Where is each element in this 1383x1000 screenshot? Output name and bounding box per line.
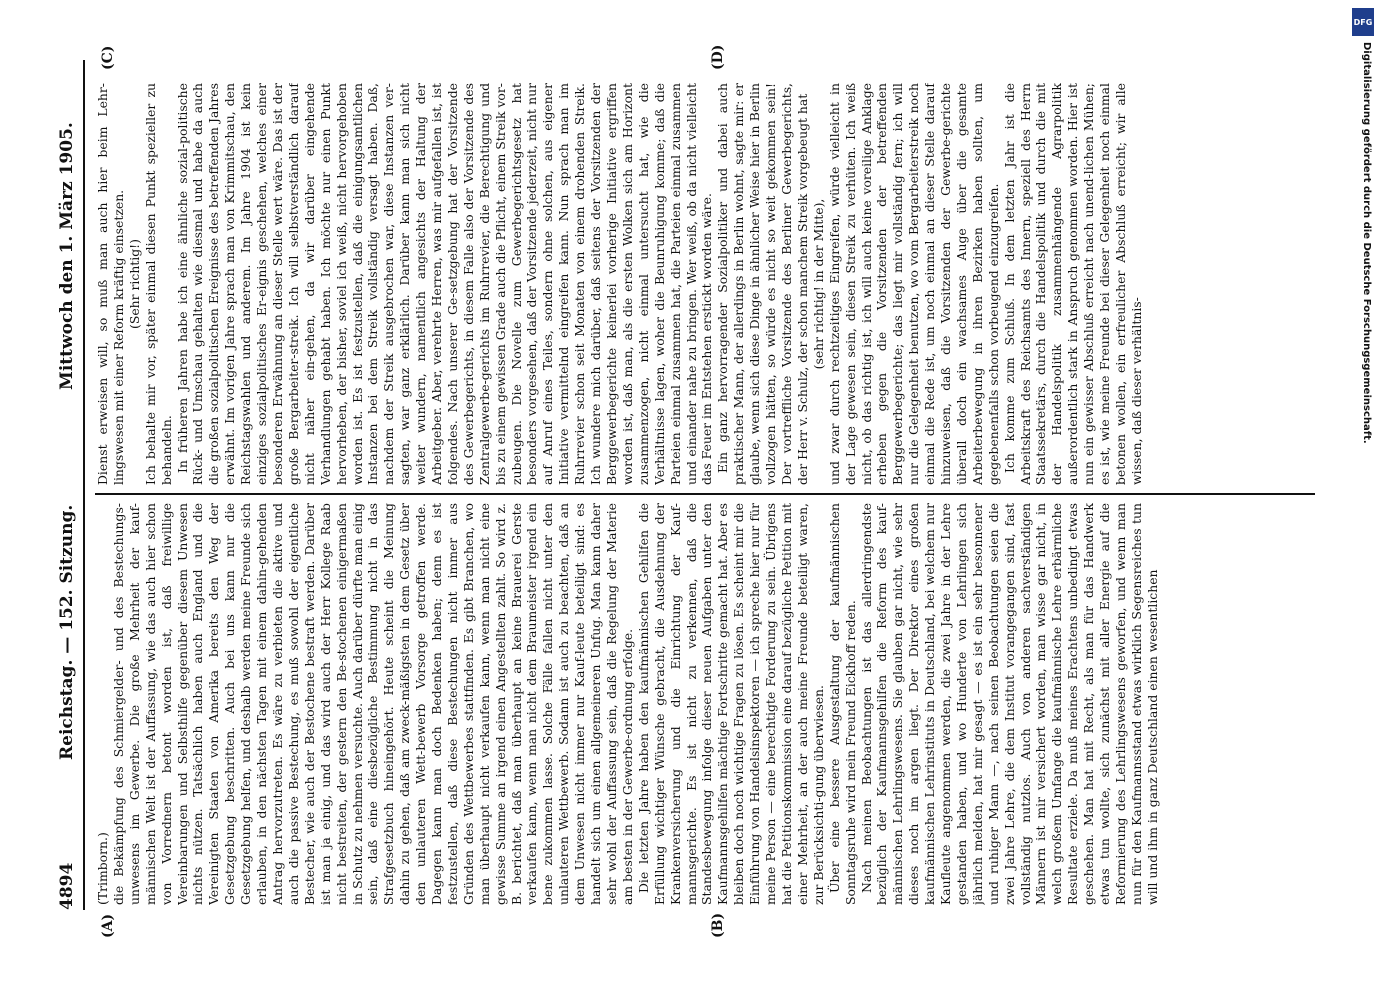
margin-mark-b: (B) — [710, 912, 726, 938]
margin-mark-c: (C) — [100, 45, 116, 70]
session-title: Reichstag. — 152. Sitzung. — [57, 504, 77, 760]
paragraph: Nach meinen Beobachtungen ist das allerdringendste bezüglich der Kaufmannsgehilfen die Reform des kauf-männischen Lehrlingswesens. Sie glauben gar nicht, wie sehr dieses noch im argen liegt. Der Direktor eines großen kaufmännischen Lehrinstituts in Deutschland, bei welchem nur Kaufleute angenommen werden, die zwei Jahre in der Lehre gestanden haben, und wo Hunderte von Lehrlingen sich jährlich melden, hat mir gesagt — es ist ein sehr besonnener und ruhiger Mann —, nach seinen Beobachtungen seien die zwei Jahre Lehre, die dem Institut vorangegangen sind, fast vollständig nutzlos. Auch von anderen sachverständigen Männern ist mir versichert worden, man wisse gar nicht, in welch großem Umfange die kaufmännische Lehre erbärmliche Resultate erziele. Da muß meines Erachtens unbedingt etwas geschehen. Man hat mit Recht, als man für das Handwerk etwas tun wollte, sich zunächst mit aller Energie auf die Reformierung des Lehrlingswesens geworfen, und wenn man nun für den Kaufmannsstand etwas wirklich Segensreiches tun will und ihm in ganz Deutschland einen wesentlichen — [858, 503, 1160, 905]
digitization-note: Digitalisierung gefördert durch die Deutsche Forschungsgemeinschaft. — [1361, 42, 1372, 444]
margin-mark-a: (A) — [100, 913, 116, 938]
paragraph: In früheren Jahren habe ich eine ähnliche sozial-politische Rück- und Umschau gehalten wie diesmal und habe da auch die großen sozialpolitischen Ereignisse des betreffenden Jahres erwähnt. Im vorigen Jahre sprach man von Krimmitschau, den Reichstagswahlen und anderem. Im Jahre 1904 ist kein einziges sozialpolitisches Er-eignis geschehen, welches einer besonderen Erwähnung an dieser Stelle wert wäre. Das ist der große Bergarbeiter-streik. Ich will selbstverständlich darauf nicht näher ein-gehen, da wir darüber eingehende Verhandlungen gehabt haben. Ich möchte nur einen Punkt hervorheben, der bisher, soviel ich weiß, nicht hervorgehoben worden ist. Es ist festzustellen, daß die einigungsamtlichen Instanzen bei dem Streik vollständig versagt haben. Daß, nachdem der Streik ausgebrochen war, diese Instanzen ver-sagten, war ganz erklärlich. Darüber kann man sich nicht weiter wundern, namentlich angesichts der Haltung der Arbeitgeber. Aber, verehrte Herren, was mir aufgefallen ist, ist folgendes. Nach unserer Ge-setzgebung hat der Vorsitzende des Gewerbegerichts, in diesem Falle also der Vorsitzende des Zentralgewerbe-gerichts im Ruhrrevier, die Berechtigung und bis zu einem gewissen Grade auch die Pflicht, einem Streik vor-zubeugen. Die Novelle zum Gewerbegerichtsgesetz hat besonders vorgesehen, daß der Vorsitzende jederzeit, nicht nur auf Anruf eines Teiles, sondern ohne solchen, aus eigener Initiative vermittelnd eingreifen kann. Nun sprach man im Ruhrrevier schon seit Monaten von einem drohenden Streik. Ich wundere mich darüber, daß seitens der Vorsitzenden der Berggewerbegerichte keinerlei vorherige Initiative ergriffen worden ist, daß man, als die ersten Wolken sich am Horizont zusammenzogen, nicht einmal untersucht hat, wie die Verhältnisse lagen, woher die Beunruhigung komme; daß die Parteien einmal zusammen hat, die Parteien einmal zusammen und einander nahe zu bringen. Wer weiß, ob da nicht vielleicht das Feuer im Entstehen erstickt worden wäre. — [174, 83, 715, 485]
paragraph: Dienst erweisen will, so muß man auch hier beim Lehr-lingswesen mit einer Reform kräftig einsetzen. — [95, 83, 126, 485]
session-date: Mittwoch den 1. März 1905. — [57, 122, 77, 390]
paragraph: und zwar durch rechtzeitiges Eingreifen, würde vielleicht in der Lage gewesen sein, diesen Streik zu verhüten. Ich weiß nicht, ob das richtig ist, ich will auch keine voreilige Anklage erheben gegen die Vorsitzenden der betreffenden Berggewerbegerichte; das liegt mir vollständig fern; ich will nur die Gelegenheit benutzen, wo vom Bergarbeiterstreik noch einmal die Rede ist, um noch einmal an dieser Stelle darauf hinzuweisen, daß die Vorsitzenden der Gewerbe-gerichte überall doch ein wachsames Auge über die gesamte Arbeiterbewegung in ihren Bezirken haben sollten, um gegebenenfalls schon vorbeugend einzugreifen. — [826, 83, 1001, 485]
left-column — [95, 503, 1320, 905]
page-header — [55, 60, 85, 910]
paragraph: Die letzten Jahre haben den kaufmännischen Gehilfen die Erfüllung wichtiger Wünsche gebracht, die Ausdehnung der Krankenversicherung und die Einrichtung der Kauf-mannsgerichte. Es ist nicht zu verkennen, daß die Standesbewegung infolge dieser neuen Aufgaben unter den Kaufmannsgehilfen mächtige Fortschritte gemacht hat. Aber es bleiben doch noch wichtige Fragen zu lösen. Es scheint mir die Einführung von Handelsinspektoren — ich spreche hier nur für meine Person — eine berechtigte Forderung zu sein. Übrigens hat die Petitionskommission eine darauf bezügliche Petition mit einer Mehrheit, an der auch meine Freunde beteiligt waren, zur Berücksichti-gung überwiesen. — [635, 503, 826, 905]
right-column — [95, 83, 1320, 485]
dfg-logo: DFG — [1352, 8, 1374, 36]
paragraph: die Bekämpfung des Schmiergelder- und des Bestechungs-unwesens im Gewerbe. Die große Mehrheit der kauf-männischen Welt ist der Auffassung, wie das auch hier schon von Vorrednern betont worden ist, daß freiwillige Vereinbarungen und Selbsthilfe gegenüber diesem Unwesen nichts nützen. Tatsächlich haben auch England und die Vereinigten Staaten von Amerika bereits den Weg der Gesetzgebung beschritten. Auch bei uns kann nur die Gesetzgebung helfen, und deshalb werden meine Freunde sich erlauben, in den nächsten Tagen mit einem dahin-gehenden Antrag hervorzutreten. Es wäre zu verbieten die aktive und auch die passive Bestechung, es muß sowohl der eigentliche Bestecher, wie auch der Bestochene bestraft werden. Darüber ist man ja einig, und das wird auch der Herr Kollege Raab nicht bestreiten, der gestern den Be-stochenen einigermaßen in Schutz zu nehmen versuchte. Auch darüber dürfte man einig sein, daß eine diesbezügliche Bestimmung nicht in das Strafgesetzbuch hineingehört. Heute scheint die Meinung dahin zu gehen, daß am zweck-mäßigsten in dem Gesetz über den unlauteren Wett-bewerb Vorsorge getroffen werde. Dagegen kann man doch Bedenken haben; denn es ist festzustellen, daß diese Bestechungen nicht immer aus Gründen des Wettbewerbes stattfinden. Es gibt Branchen, wo man überhaupt nicht verkaufen kann, wenn man nicht eine gewisse Summe an irgend einen Angestellten zahlt. So wird z. B. berichtet, daß man überhaupt an keine Brauerei Gerste verkaufen kann, wenn man nicht dem Braumeister irgend ein bene zukommen lasse. Solche Fälle fallen nicht unter den unlauteren Wettbewerb. Sodann ist auch zu beachten, daß an dem Unwesen nicht immer nur Kauf-leute beteiligt sind: es handelt sich um einen allgemeineren Unfug. Man kann daher sehr wohl der Auffassung sein, daß die Regelung der Materie am besten in der Gewerbe-ordnung erfolge. — [110, 503, 635, 905]
speaker-name: (Trimborn.) — [95, 832, 110, 905]
paragraph: Ich behalte mir vor, später einmal diesen Punkt spezieller zu behandeln. — [142, 83, 174, 485]
interjection: (Sehr richtig!) — [126, 239, 142, 329]
paragraph: Ich komme zum Schluß. In dem letzten Jahr ist die Arbeitskraft des Reichsamts des Innern, speziell des Herrn Staatssekretärs, durch die Handelspolitik und durch die mit der Handelspolitik zusammenhängende Agrarpolitik außerordentlich stark in Anspruch genommen worden. Hier ist nun ein gewisser Abschluß erreicht nach unend-lichen Mühen; es ist, wie meine Freunde bei dieser Gelegenheit noch einmal betonen wollen, ein erfreulicher Abschluß erreicht; wir alle wissen, daß dieser verhältnis- — [1001, 83, 1144, 485]
paragraph: Über eine bessere Ausgestaltung der kaufmännischen Sonntagsruhe wird mein Freund Eickhoff reden. — [826, 503, 858, 905]
paragraph: Ein ganz hervorragender Sozialpolitiker und dabei auch praktischer Mann, der allerdings in Berlin wohnt, sagte mir: er glaube, wenn sich diese Dinge in ähnlicher Weise hier in Berlin vollzogen hätten, so würde es nicht so weit gekommen sein! Der vortreffliche Vorsitzende des Berliner Gewerbegerichts, der Herr v. Schulz, der schon manchem Streik vorgebeugt hat — [715, 83, 810, 485]
column-divider — [95, 493, 1315, 495]
interjection: (sehr richtig! in der Mitte), — [810, 198, 826, 370]
page-number: 4894 — [57, 862, 77, 910]
margin-mark-d: (D) — [710, 44, 726, 70]
